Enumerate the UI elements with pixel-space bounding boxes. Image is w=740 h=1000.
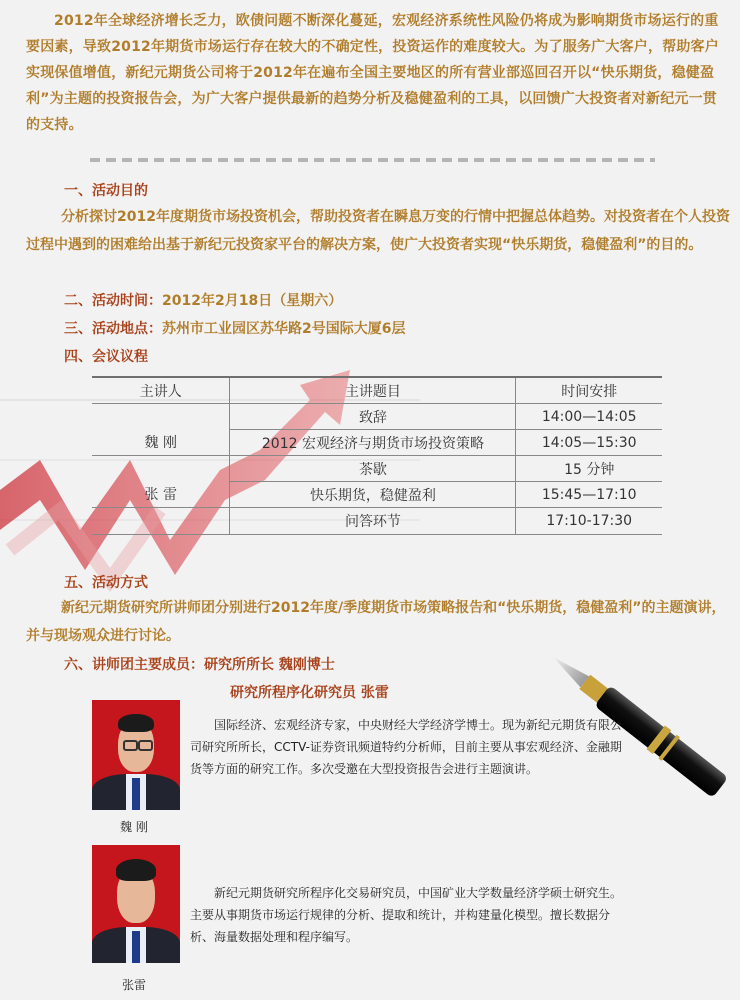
agenda-topic: 2012 宏观经济与期货市场投资策略 xyxy=(230,430,516,456)
agenda-topic: 快乐期货，稳健盈利 xyxy=(230,482,516,508)
event-location-value: 苏州市工业园区苏华路2号国际大厦6层 xyxy=(162,321,406,337)
table-row xyxy=(92,404,662,430)
agenda-time: 15:45—17:10 xyxy=(516,482,662,508)
agenda-speaker xyxy=(92,456,230,482)
agenda-header-speaker: 主讲人 xyxy=(92,377,230,404)
agenda-speaker xyxy=(92,404,230,430)
speaker-caption: 张雷 xyxy=(122,978,147,992)
section-5-heading: 五、活动方式 xyxy=(64,575,148,591)
speaker-bio: 国际经济、宏观经济专家，中央财经大学经济学博士。现为新纪元期货有限公司研究所所长，CCTV-证券资讯频道特约分析师，目前主要从事宏观经济、金融期货等方面的研究工作。多次受邀在大型投资报告会进行主题演讲。 xyxy=(190,718,623,776)
agenda-speaker: 魏 刚 xyxy=(92,430,230,456)
section-5-body: 新纪元期货研究所讲师团分别进行2012年度/季度期货市场策略报告和“快乐期货，稳健盈利”的主题演讲，并与现场观众进行讨论。 xyxy=(26,600,726,644)
speaker-bio: 新纪元期货研究所程序化交易研究员，中国矿业大学数量经济学硕士研究生。主要从事期货市场运行规律的分析、提取和统计，并构建量化模型。擅长数据分析、海量数据处理和程序编写。 xyxy=(190,886,623,944)
agenda-time: 14:00—14:05 xyxy=(516,404,662,430)
agenda-speaker: 张 雷 xyxy=(92,482,230,508)
agenda-topic: 致辞 xyxy=(230,404,516,430)
intro-paragraph: 2012年全球经济增长乏力，欧债问题不断深化蔓延，宏观经济系统性风险仍将成为影响期货市场运行的重要因素，导致2012年期货市场运行存在较大的不确定性，投资运作的难度较大。为了服务广大客户，帮助客户实现保值增值，新纪元期货公司将于2012年在遍布全国主要地区的所有营业部巡回召开以“快乐期货，稳健盈利”为主题的投资报告会，为广大客户提供最新的趋势分析及稳健盈利的工具，以回馈广大投资者对新纪元一贯的支持。 xyxy=(26,13,719,133)
event-time-value: 2012年2月18日（星期六） xyxy=(162,293,343,309)
lecturer-2: 研究所程序化研究员 张雷 xyxy=(230,685,389,701)
agenda-header-time: 时间安排 xyxy=(516,377,662,404)
lecturers-label: 六、讲师团主要成员： xyxy=(64,657,204,673)
speaker-photo-wei-gang xyxy=(92,700,180,810)
section-1-heading: 一、活动目的 xyxy=(64,183,148,199)
agenda-topic: 问答环节 xyxy=(230,508,516,535)
table-row xyxy=(92,482,662,508)
agenda-table xyxy=(92,376,662,535)
section-divider xyxy=(90,158,655,162)
section-4-heading: 四、会议议程 xyxy=(64,349,148,365)
event-time-label: 二、活动时间： xyxy=(64,293,162,309)
table-row xyxy=(92,456,662,482)
speaker-photo-zhang-lei xyxy=(92,845,180,963)
section-6-heading xyxy=(64,654,335,674)
agenda-topic: 茶歇 xyxy=(230,456,516,482)
table-row xyxy=(92,430,662,456)
section-2-heading xyxy=(64,290,342,310)
agenda-header-topic: 主讲题目 xyxy=(230,377,516,404)
lecturer-1: 研究所所长 魏刚博士 xyxy=(204,657,335,673)
section-1-body: 分析探讨2012年度期货市场投资机会，帮助投资者在瞬息万变的行情中把握总体趋势。对投资者在个人投资过程中遇到的困难给出基于新纪元投资家平台的解决方案，使广大投资者实现“快乐期货，稳健盈利”的目的。 xyxy=(26,209,730,253)
event-location-label: 三、活动地点： xyxy=(64,321,162,337)
agenda-time: 15 分钟 xyxy=(516,456,662,482)
agenda-time: 14:05—15:30 xyxy=(516,430,662,456)
section-3-heading xyxy=(64,318,405,338)
table-row xyxy=(92,508,662,535)
agenda-time: 17:10-17:30 xyxy=(516,508,662,535)
agenda-speaker xyxy=(92,508,230,535)
agenda-header-row xyxy=(92,377,662,404)
speaker-caption: 魏 刚 xyxy=(120,820,148,834)
